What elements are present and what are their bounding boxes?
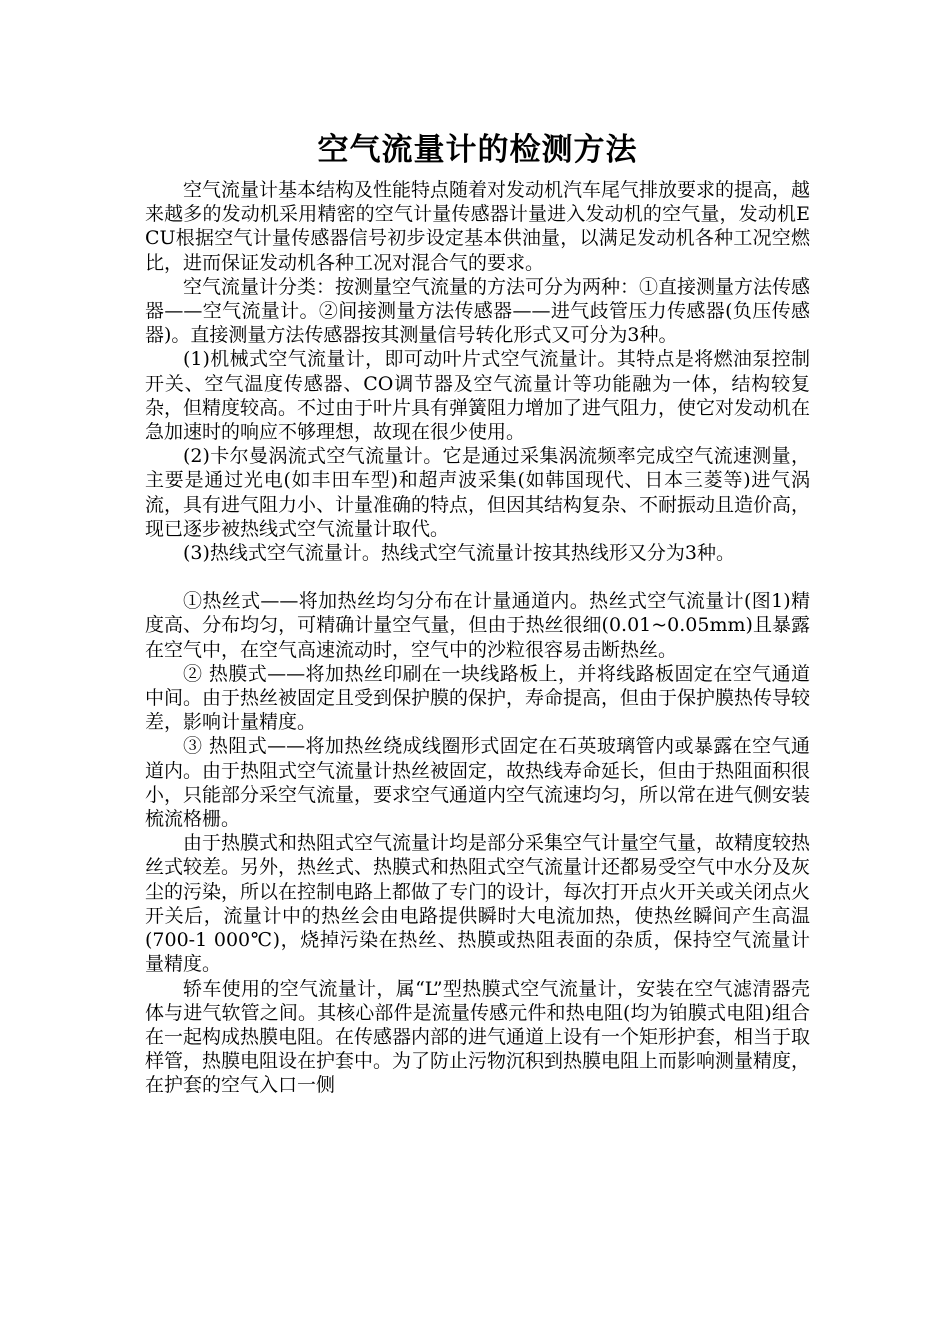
paragraph-hot-wire-type: (3)热线式空气流量计。热线式空气流量计按其热线形又分为3种。 bbox=[183, 542, 736, 565]
paragraph-karman-vortex-type: (2)卡尔曼涡流式空气流量计。它是通过采集涡流频率完成空气流速测量，主要是通过光电(如丰田车型)和超声波采集(如韩国现代、日本三菱等)进气涡流，具有进气阻力小、计量准确的特点，但因其结构复杂、不耐振动且造价高，现已逐步被热线式空气流量计取代。 bbox=[145, 445, 811, 540]
paragraph-sedan-l-type: 轿车使用的空气流量计，属“L”型热膜式空气流量计，安装在空气滤清器壳体与进气软管之间。其核心部件是流量传感元件和热电阻(均为铂膜式电阻)组合在一起构成热膜电阻。在传感器内部的进气通道上设有一个矩形护套，相当于取样管，热膜电阻设在护套中。为了防止污物沉积到热膜电阻上而影响测量精度，在护套的空气入口一侧 bbox=[145, 977, 811, 1097]
paragraph-classification: 空气流量计分类：按测量空气流量的方法可分为两种：①直接测量方法传感器——空气流量计。②间接测量方法传感器——进气歧管压力传感器(负压传感器)。直接测量方法传感器按其测量信号转化形式又可分为3种。 bbox=[145, 275, 811, 347]
paragraph-structure-overview: 空气流量计基本结构及性能特点随着对发动机汽车尾气排放要求的提高，越来越多的发动机采用精密的空气计量传感器计量进入发动机的空气量，发动机ECU根据空气计量传感器信号初步设定基本供油量，以满足发动机各种工况空燃比，进而保证发动机各种工况对混合气的要求。 bbox=[145, 179, 811, 274]
paragraph-mechanical-type: (1)机械式空气流量计，即可动叶片式空气流量计。其特点是将燃油泵控制开关、空气温度传感器、CO调节器及空气流量计等功能融为一体，结构较复杂，但精度较高。不过由于叶片具有弹簧阻力增加了进气阻力，使它对发动机在急加速时的响应不够理想，故现在很少使用。 bbox=[145, 348, 811, 444]
paragraph-hot-film: ② 热膜式——将加热丝印刷在一块线路板上，并将线路板固定在空气通道中间。由于热丝被固定且受到保护膜的保护，寿命提高，但由于保护膜热传导较差，影响计量精度。 bbox=[145, 662, 811, 734]
paragraph-hot-wire-filament: ①热丝式——将加热丝均匀分布在计量通道内。热丝式空气流量计(图1)精度高、分布均匀，可精确计量空气量，但由于热丝很细(0.01~0.05mm)且暴露在空气中，在空气高速流动时，空气中的沙粒很容易击断热丝。 bbox=[145, 590, 810, 661]
paragraph-hot-resistor: ③ 热阻式——将加热丝绕成线圈形式固定在石英玻璃管内或暴露在空气通道内。由于热阻式空气流量计热丝被固定，故热线寿命延长，但由于热阻面积很小，只能部分采空气流量，要求空气通道内空气流速均匀，所以常在进气侧安装梳流格栅。 bbox=[145, 735, 811, 831]
paragraph-precision-and-cleaning: 由于热膜式和热阻式空气流量计均是部分采集空气计量空气量，故精度较热丝式较差。另外，热丝式、热膜式和热阻式空气流量计还都易受空气中水分及灰尘的污染，所以在控制电路上都做了专门的设计，每次打开点火开关或关闭点火开关后，流量计中的热丝会由电路提供瞬时大电流加热，使热丝瞬间产生高温(700-1 000℃)，烧掉污染在热丝、热膜或热阻表面的杂质，保持空气流量计量精度。 bbox=[145, 832, 811, 976]
document-title: 空气流量计的检测方法 bbox=[317, 132, 638, 168]
document-page bbox=[145, 128, 810, 1098]
